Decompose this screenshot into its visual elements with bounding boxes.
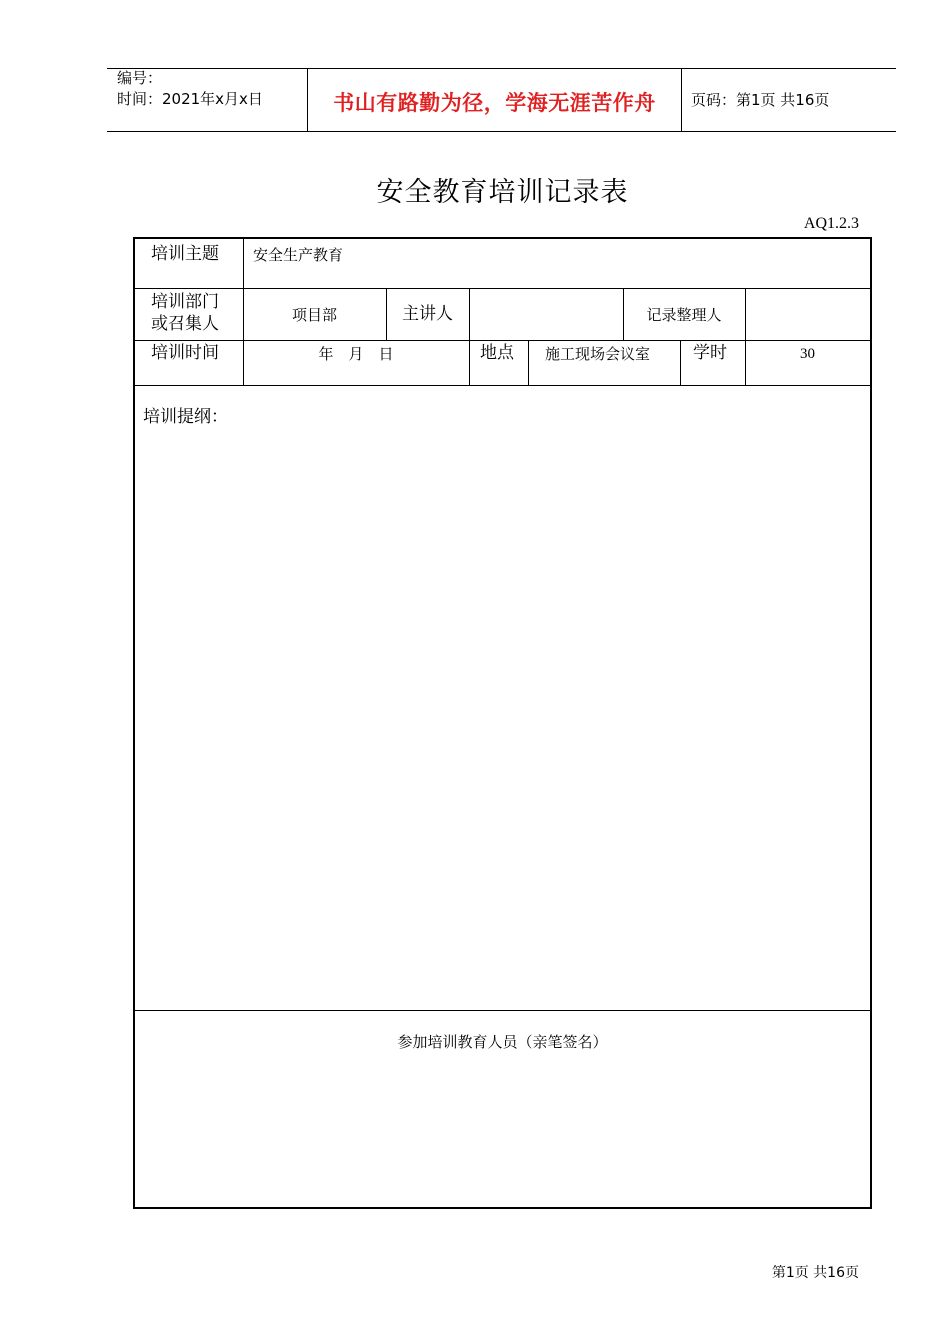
location-label: 地点 bbox=[480, 343, 514, 363]
column-divider bbox=[680, 340, 681, 385]
column-divider bbox=[528, 340, 529, 385]
dept-label-line1: 培训部门 bbox=[151, 292, 219, 312]
outline-label: 培训提纲： bbox=[143, 407, 228, 427]
dept-label-line2: 或召集人 bbox=[151, 314, 219, 334]
signature-label: 参加培训教育人员（亲笔签名） bbox=[397, 1033, 608, 1051]
hours-label: 学时 bbox=[693, 343, 727, 363]
row-divider bbox=[135, 288, 870, 289]
document-title: 安全教育培训记录表 bbox=[376, 177, 629, 208]
recorder-label: 记录整理人 bbox=[646, 306, 722, 324]
location-value: 施工现场会议室 bbox=[545, 345, 651, 363]
page-footer: 第1页 共16页 bbox=[771, 1265, 859, 1281]
header-page-info: 页码：第1页 共16页 bbox=[691, 91, 830, 109]
column-divider bbox=[469, 288, 470, 385]
topic-value: 安全生产教育 bbox=[253, 246, 344, 264]
header-motto: 书山有路勤为径，学海无涯苦作舟 bbox=[333, 91, 656, 115]
row-divider bbox=[135, 1010, 870, 1011]
training-record-form bbox=[133, 237, 872, 1209]
time-value: 年 月 日 bbox=[318, 345, 394, 363]
header-time-label: 时间：2021年x月x日 bbox=[117, 90, 263, 108]
header-divider bbox=[681, 69, 682, 131]
lecturer-label: 主讲人 bbox=[402, 304, 453, 324]
document-code: AQ1.2.3 bbox=[803, 215, 859, 232]
dept-value: 项目部 bbox=[291, 306, 337, 324]
topic-label: 培训主题 bbox=[151, 244, 219, 264]
row-divider bbox=[135, 385, 870, 386]
dept-label bbox=[151, 291, 219, 335]
column-divider bbox=[745, 288, 746, 385]
row-divider bbox=[135, 340, 870, 341]
header-number-label: 编号： bbox=[117, 69, 163, 87]
page-header bbox=[107, 68, 896, 132]
hours-value: 30 bbox=[800, 346, 815, 362]
header-meta bbox=[117, 69, 263, 109]
time-label: 培训时间 bbox=[151, 343, 219, 363]
